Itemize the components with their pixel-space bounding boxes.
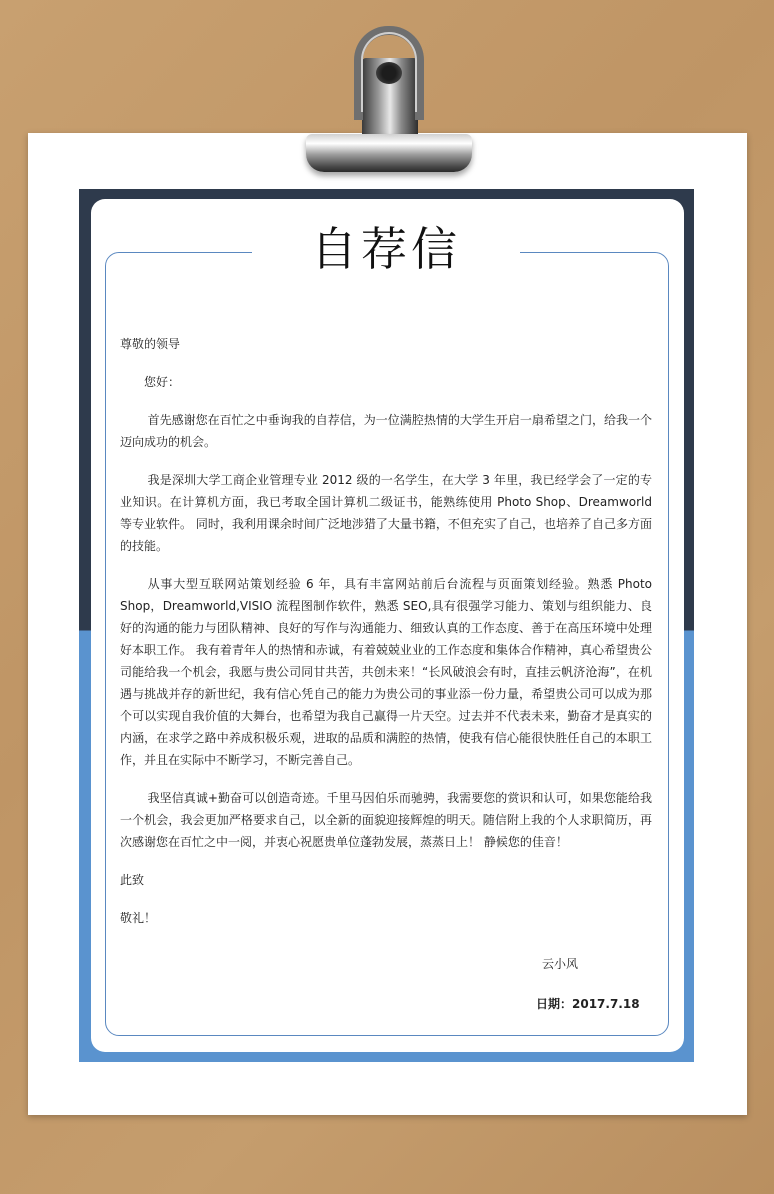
letter-title: 自荐信: [311, 222, 461, 276]
binder-clip-icon: [306, 134, 472, 172]
signature: 云小风: [542, 957, 579, 971]
paragraph-2: 我是深圳大学工商企业管理专业 2012 级的一名学生，在大学 3 年里，我已经学会了一定的专业知识。在计算机方面，我已考取全国计算机二级证书，能熟练使用 Photo Shop、Dreamworld 等专业软件。 同时，我利用课余时间广泛地涉猎了大量书籍，不但充实了自己，也培养了自己多方面的技能。: [120, 473, 652, 553]
letter-body: [120, 333, 652, 929]
paragraph-1: 首先感谢您在百忙之中垂询我的自荐信，为一位满腔热情的大学生开启一扇希望之门，给我一个迈向成功的机会。: [120, 413, 652, 449]
binder-clip-highlight: [361, 32, 417, 112]
paragraph-4: 我坚信真诚+勤奋可以创造奇迹。千里马因伯乐而驰骋，我需要您的赏识和认可，如果您能给我一个机会，我会更加严格要求自己，以全新的面貌迎接辉煌的明天。随信附上我的个人求职简历，再次感谢您在百忙之中一阅，并衷心祝愿贵单位蓬勃发展，蒸蒸日上！ 静候您的佳音！: [120, 791, 652, 849]
salutation: 尊敬的领导: [120, 337, 181, 351]
letter-date: 日期：2017.7.18: [536, 997, 640, 1011]
greeting: 您好：: [144, 375, 181, 389]
paragraph-3: 从事大型互联网站策划经验 6 年，具有丰富网站前后台流程与页面策划经验。熟悉 Photo Shop，Dreamworld,VISIO 流程图制作软件，熟悉 SEO,具有很强学习能力、策划与组织能力、良好的沟通的能力与团队精神、良好的写作与沟通能力、细致认真的工作态度、善于在高压环境中处理好本职工作。 我有着青年人的热情和赤诚，有着兢兢业业的工作态度和集体合作精神，真心希望贵公司能给我一个机会，我愿与贵公司同甘共苦，共创未来！“长风破浪会有时，直挂云帆济沧海”，在机遇与挑战并存的新世纪，我有信心凭自己的能力为贵公司的事业添一份力量，希望贵公司可以成为那个可以实现自我价值的大舞台，也希望为我自己赢得一片天空。过去并不代表未来，勤奋才是真实的内涵，在求学之路中养成积极乐观，进取的品质和满腔的热情，使我有信心能很快胜任自己的本职工作，并且在实际中不断学习，不断完善自己。: [120, 577, 652, 767]
closing-line-2: 敬礼！: [120, 911, 157, 925]
closing-line-1: 此致: [120, 873, 145, 887]
